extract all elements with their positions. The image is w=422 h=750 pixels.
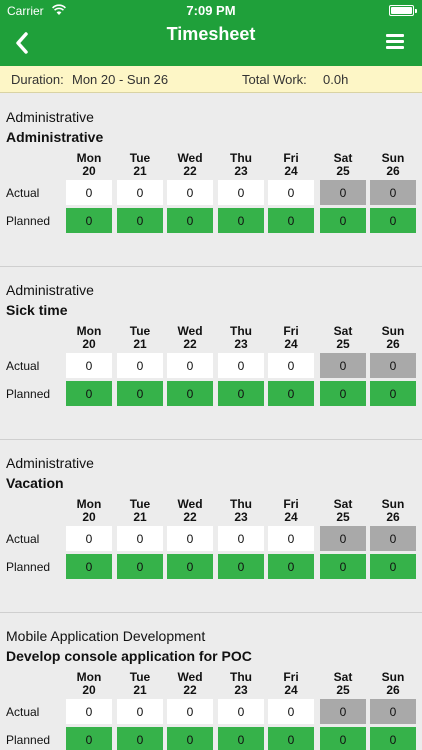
planned-hours-cell: 0: [320, 208, 366, 233]
page-title: Timesheet: [166, 24, 256, 44]
day-name: Tue: [129, 324, 151, 338]
day-date: 21: [133, 337, 147, 351]
day-header: [66, 498, 112, 524]
hamburger-menu-icon: [386, 34, 404, 37]
day-header: [370, 671, 416, 697]
summary-bar: [0, 66, 422, 93]
actual-row-label: Actual: [6, 359, 40, 373]
day-header: [320, 152, 366, 178]
total-work-label: Total Work:: [242, 72, 307, 87]
clock: 7:09 PM: [186, 3, 236, 18]
actual-row-label: Actual: [6, 705, 40, 719]
day-name: Sat: [333, 670, 353, 684]
day-name: Sat: [333, 497, 353, 511]
top-bar: [0, 0, 422, 66]
day-header: [167, 152, 213, 178]
planned-hours-cell: 0: [117, 727, 163, 750]
timesheet-card: [0, 94, 422, 267]
day-date: 22: [183, 164, 197, 178]
task-name: Vacation: [6, 475, 64, 491]
actual-hours-input[interactable]: 0: [66, 180, 112, 205]
day-date: 21: [133, 510, 147, 524]
day-date: 20: [82, 510, 96, 524]
planned-row-label: Planned: [6, 733, 51, 747]
day-name: Sat: [333, 151, 353, 165]
planned-hours-cell: 0: [66, 381, 112, 406]
day-header: [167, 671, 213, 697]
day-name: Thu: [230, 497, 252, 511]
planned-hours-cell: 0: [218, 727, 264, 750]
day-name: Tue: [129, 151, 151, 165]
actual-hours-input[interactable]: 0: [320, 353, 366, 378]
carrier-label: Carrier: [7, 4, 44, 18]
day-name: Wed: [177, 497, 203, 511]
planned-hours-cell: 0: [320, 554, 366, 579]
actual-hours-input[interactable]: 0: [218, 353, 264, 378]
day-header: [117, 671, 163, 697]
planned-hours-cell: 0: [370, 554, 416, 579]
planned-hours-cell: 0: [66, 554, 112, 579]
total-work-value: 0.0h: [323, 72, 349, 87]
actual-hours-input[interactable]: 0: [320, 526, 366, 551]
actual-hours-input[interactable]: 0: [370, 699, 416, 724]
actual-row-label: Actual: [6, 186, 40, 200]
day-date: 20: [82, 164, 96, 178]
day-header: [218, 325, 264, 351]
planned-hours-cell: 0: [167, 381, 213, 406]
day-name: Sun: [381, 324, 405, 338]
timesheet-card: [0, 613, 422, 750]
battery-icon: [389, 5, 414, 16]
actual-hours-input[interactable]: 0: [268, 353, 314, 378]
timesheet-list[interactable]: [0, 94, 422, 750]
planned-hours-cell: 0: [117, 554, 163, 579]
day-date: 26: [386, 164, 400, 178]
task-name: Administrative: [6, 129, 104, 145]
day-header: [117, 152, 163, 178]
planned-hours-cell: 0: [370, 208, 416, 233]
planned-hours-cell: 0: [218, 381, 264, 406]
actual-hours-input[interactable]: 0: [320, 699, 366, 724]
day-date: 24: [284, 337, 298, 351]
day-name: Thu: [230, 151, 252, 165]
day-date: 23: [234, 510, 248, 524]
day-header: [66, 671, 112, 697]
day-date: 24: [284, 510, 298, 524]
planned-row-label: Planned: [6, 387, 51, 401]
day-name: Thu: [230, 324, 252, 338]
day-date: 22: [183, 510, 197, 524]
nav-bar: [0, 22, 422, 66]
duration-label: Duration:: [11, 72, 64, 87]
day-header: [117, 498, 163, 524]
actual-hours-input[interactable]: 0: [268, 180, 314, 205]
day-name: Wed: [177, 324, 203, 338]
day-date: 25: [336, 510, 350, 524]
day-header: [218, 152, 264, 178]
day-header: [268, 498, 314, 524]
day-name: Sat: [333, 324, 353, 338]
day-name: Mon: [76, 497, 102, 511]
planned-hours-cell: 0: [268, 381, 314, 406]
day-header: [167, 498, 213, 524]
planned-row-label: Planned: [6, 560, 51, 574]
day-name: Fri: [283, 151, 299, 165]
day-name: Fri: [283, 670, 299, 684]
day-date: 25: [336, 164, 350, 178]
day-header: [370, 152, 416, 178]
planned-hours-cell: 0: [370, 381, 416, 406]
day-date: 25: [336, 337, 350, 351]
day-date: 20: [82, 337, 96, 351]
day-header: [66, 325, 112, 351]
planned-hours-cell: 0: [66, 208, 112, 233]
day-date: 22: [183, 337, 197, 351]
day-header: [167, 325, 213, 351]
day-header: [268, 325, 314, 351]
task-name: Sick time: [6, 302, 68, 318]
actual-hours-input[interactable]: 0: [218, 180, 264, 205]
day-name: Tue: [129, 670, 151, 684]
actual-hours-input[interactable]: 0: [167, 353, 213, 378]
actual-hours-input[interactable]: 0: [66, 699, 112, 724]
timesheet-card: [0, 267, 422, 440]
actual-hours-input[interactable]: 0: [117, 353, 163, 378]
day-date: 25: [336, 683, 350, 697]
day-date: 24: [284, 164, 298, 178]
actual-hours-input[interactable]: 0: [370, 180, 416, 205]
task-name: Develop console application for POC: [6, 648, 252, 664]
planned-hours-cell: 0: [218, 554, 264, 579]
menu-button[interactable]: [386, 34, 404, 50]
planned-hours-cell: 0: [268, 554, 314, 579]
actual-hours-input[interactable]: 0: [167, 526, 213, 551]
day-date: 26: [386, 683, 400, 697]
day-header: [218, 671, 264, 697]
planned-hours-cell: 0: [268, 208, 314, 233]
planned-hours-cell: 0: [320, 381, 366, 406]
day-name: Sun: [381, 151, 405, 165]
actual-hours-input[interactable]: 0: [370, 526, 416, 551]
day-header: [117, 325, 163, 351]
planned-hours-cell: 0: [117, 208, 163, 233]
day-date: 20: [82, 683, 96, 697]
duration-value: Mon 20 - Sun 26: [72, 72, 169, 87]
day-header: [370, 498, 416, 524]
planned-hours-cell: 0: [218, 208, 264, 233]
actual-hours-input[interactable]: 0: [66, 353, 112, 378]
planned-hours-cell: 0: [320, 727, 366, 750]
day-date: 23: [234, 164, 248, 178]
actual-hours-input[interactable]: 0: [268, 526, 314, 551]
project-category: Administrative: [6, 455, 94, 471]
actual-hours-input[interactable]: 0: [218, 699, 264, 724]
day-name: Fri: [283, 324, 299, 338]
day-name: Fri: [283, 497, 299, 511]
day-date: 23: [234, 337, 248, 351]
day-header: [268, 152, 314, 178]
day-name: Thu: [230, 670, 252, 684]
actual-hours-input[interactable]: 0: [370, 353, 416, 378]
actual-row-label: Actual: [6, 532, 40, 546]
actual-hours-input[interactable]: 0: [117, 180, 163, 205]
planned-hours-cell: 0: [66, 727, 112, 750]
planned-hours-cell: 0: [370, 727, 416, 750]
day-date: 22: [183, 683, 197, 697]
project-category: Administrative: [6, 109, 94, 125]
actual-hours-input[interactable]: 0: [218, 526, 264, 551]
actual-hours-input[interactable]: 0: [117, 699, 163, 724]
day-header: [320, 325, 366, 351]
day-date: 23: [234, 683, 248, 697]
actual-hours-input[interactable]: 0: [66, 526, 112, 551]
day-name: Mon: [76, 670, 102, 684]
day-date: 26: [386, 337, 400, 351]
day-date: 21: [133, 683, 147, 697]
day-name: Wed: [177, 151, 203, 165]
project-category: Mobile Application Development: [6, 628, 206, 644]
day-date: 26: [386, 510, 400, 524]
planned-hours-cell: 0: [167, 727, 213, 750]
planned-hours-cell: 0: [167, 554, 213, 579]
planned-row-label: Planned: [6, 214, 51, 228]
day-name: Tue: [129, 497, 151, 511]
day-header: [66, 152, 112, 178]
day-header: [320, 671, 366, 697]
day-date: 24: [284, 683, 298, 697]
day-header: [370, 325, 416, 351]
timesheet-card: [0, 440, 422, 613]
planned-hours-cell: 0: [117, 381, 163, 406]
actual-hours-input[interactable]: 0: [268, 699, 314, 724]
planned-hours-cell: 0: [167, 208, 213, 233]
day-header: [218, 498, 264, 524]
day-date: 21: [133, 164, 147, 178]
day-name: Sun: [381, 670, 405, 684]
actual-hours-input[interactable]: 0: [320, 180, 366, 205]
actual-hours-input[interactable]: 0: [117, 526, 163, 551]
day-name: Mon: [76, 324, 102, 338]
day-name: Wed: [177, 670, 203, 684]
day-header: [320, 498, 366, 524]
project-category: Administrative: [6, 282, 94, 298]
actual-hours-input[interactable]: 0: [167, 699, 213, 724]
actual-hours-input[interactable]: 0: [167, 180, 213, 205]
day-name: Mon: [76, 151, 102, 165]
day-name: Sun: [381, 497, 405, 511]
day-header: [268, 671, 314, 697]
status-bar: [0, 0, 422, 22]
planned-hours-cell: 0: [268, 727, 314, 750]
